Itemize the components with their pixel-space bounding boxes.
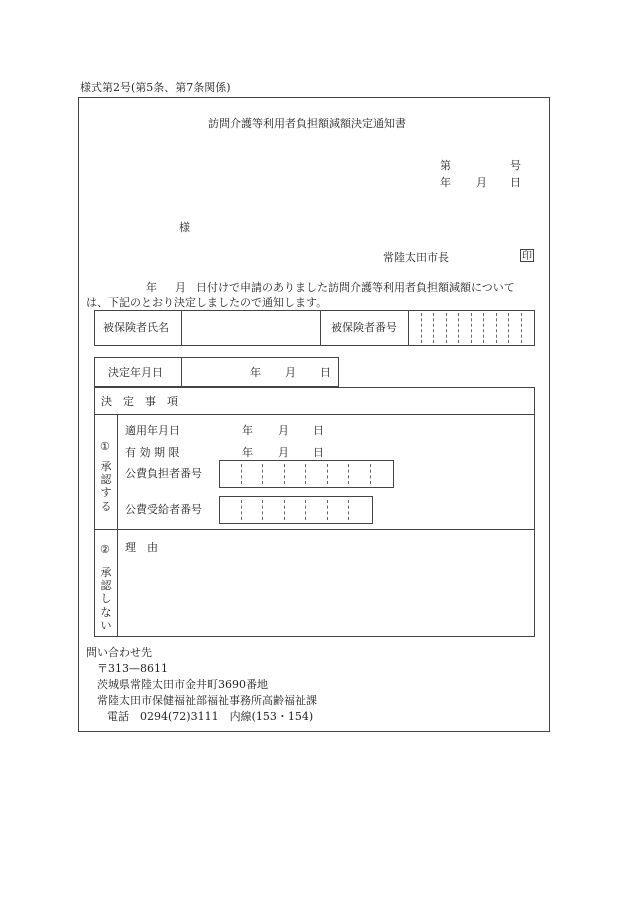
contact-department: 常陸太田市保健福祉部福祉事務所高齢福祉課 — [97, 694, 317, 707]
reject-mark: ② — [100, 543, 110, 556]
contact-address: 茨城県常陸太田市金井町3690番地 — [97, 678, 268, 691]
contact-postal: 〒313—8611 — [97, 662, 168, 675]
apply-hi: 日 — [313, 424, 324, 437]
insured-number-field[interactable] — [409, 311, 534, 345]
body-line-1: 日付けで申請のありました訪問介護等利用者負担額減額について — [196, 281, 515, 294]
apply-date-label: 適用年月日 — [125, 424, 180, 437]
decision-date-tsuki: 月 — [285, 366, 296, 379]
contact-phone: 電話 0294(72)3111 内線(153・154) — [107, 710, 314, 723]
approve-vertical-label: 承 認 す る — [100, 460, 112, 513]
body-tsuki: 月 — [175, 281, 186, 294]
official-seal: 印 — [522, 251, 532, 262]
insured-name-label: 被保険者氏名 — [103, 321, 169, 334]
date-nen: 年 — [440, 176, 451, 189]
decision-date-hi: 日 — [320, 366, 331, 379]
recipient-number-field[interactable] — [219, 496, 373, 524]
date-tsuki: 月 — [476, 176, 487, 189]
validity-nen: 年 — [242, 446, 253, 459]
burden-number-field[interactable] — [219, 460, 394, 488]
number-go: 号 — [510, 159, 521, 172]
document-title: 訪問介護等利用者負担額減額決定通知書 — [208, 117, 406, 130]
decision-date-label: 決定年月日 — [108, 366, 163, 379]
body-nen: 年 — [146, 281, 157, 294]
form-number-label: 様式第2号(第5条、第7条関係) — [80, 81, 231, 94]
number-dai: 第 — [440, 159, 451, 172]
apply-tsuki: 月 — [278, 424, 289, 437]
body-line-2: は、下記のとおり決定しましたので通知します。 — [86, 296, 328, 309]
approve-mark: ① — [100, 440, 110, 453]
reject-vertical-label: 承 認 し な い — [100, 566, 112, 632]
decision-date-nen: 年 — [250, 366, 261, 379]
insured-number-label: 被保険者番号 — [331, 321, 397, 334]
insured-name-field[interactable] — [182, 311, 319, 345]
validity-label: 有 効 期 限 — [125, 446, 180, 459]
decision-items-label: 決 定 事 項 — [101, 395, 178, 408]
apply-nen: 年 — [242, 424, 253, 437]
date-hi: 日 — [510, 176, 521, 189]
reason-field[interactable] — [160, 532, 530, 632]
validity-tsuki: 月 — [278, 446, 289, 459]
contact-heading: 問い合わせ先 — [86, 646, 152, 659]
recipient-number-label: 公費受給者番号 — [125, 503, 202, 516]
issuer-name: 常陸太田市長 — [383, 251, 449, 264]
reason-label: 理 由 — [125, 541, 158, 554]
burden-number-label: 公費負担者番号 — [125, 467, 202, 480]
recipient-sama: 様 — [179, 221, 190, 234]
validity-hi: 日 — [313, 446, 324, 459]
